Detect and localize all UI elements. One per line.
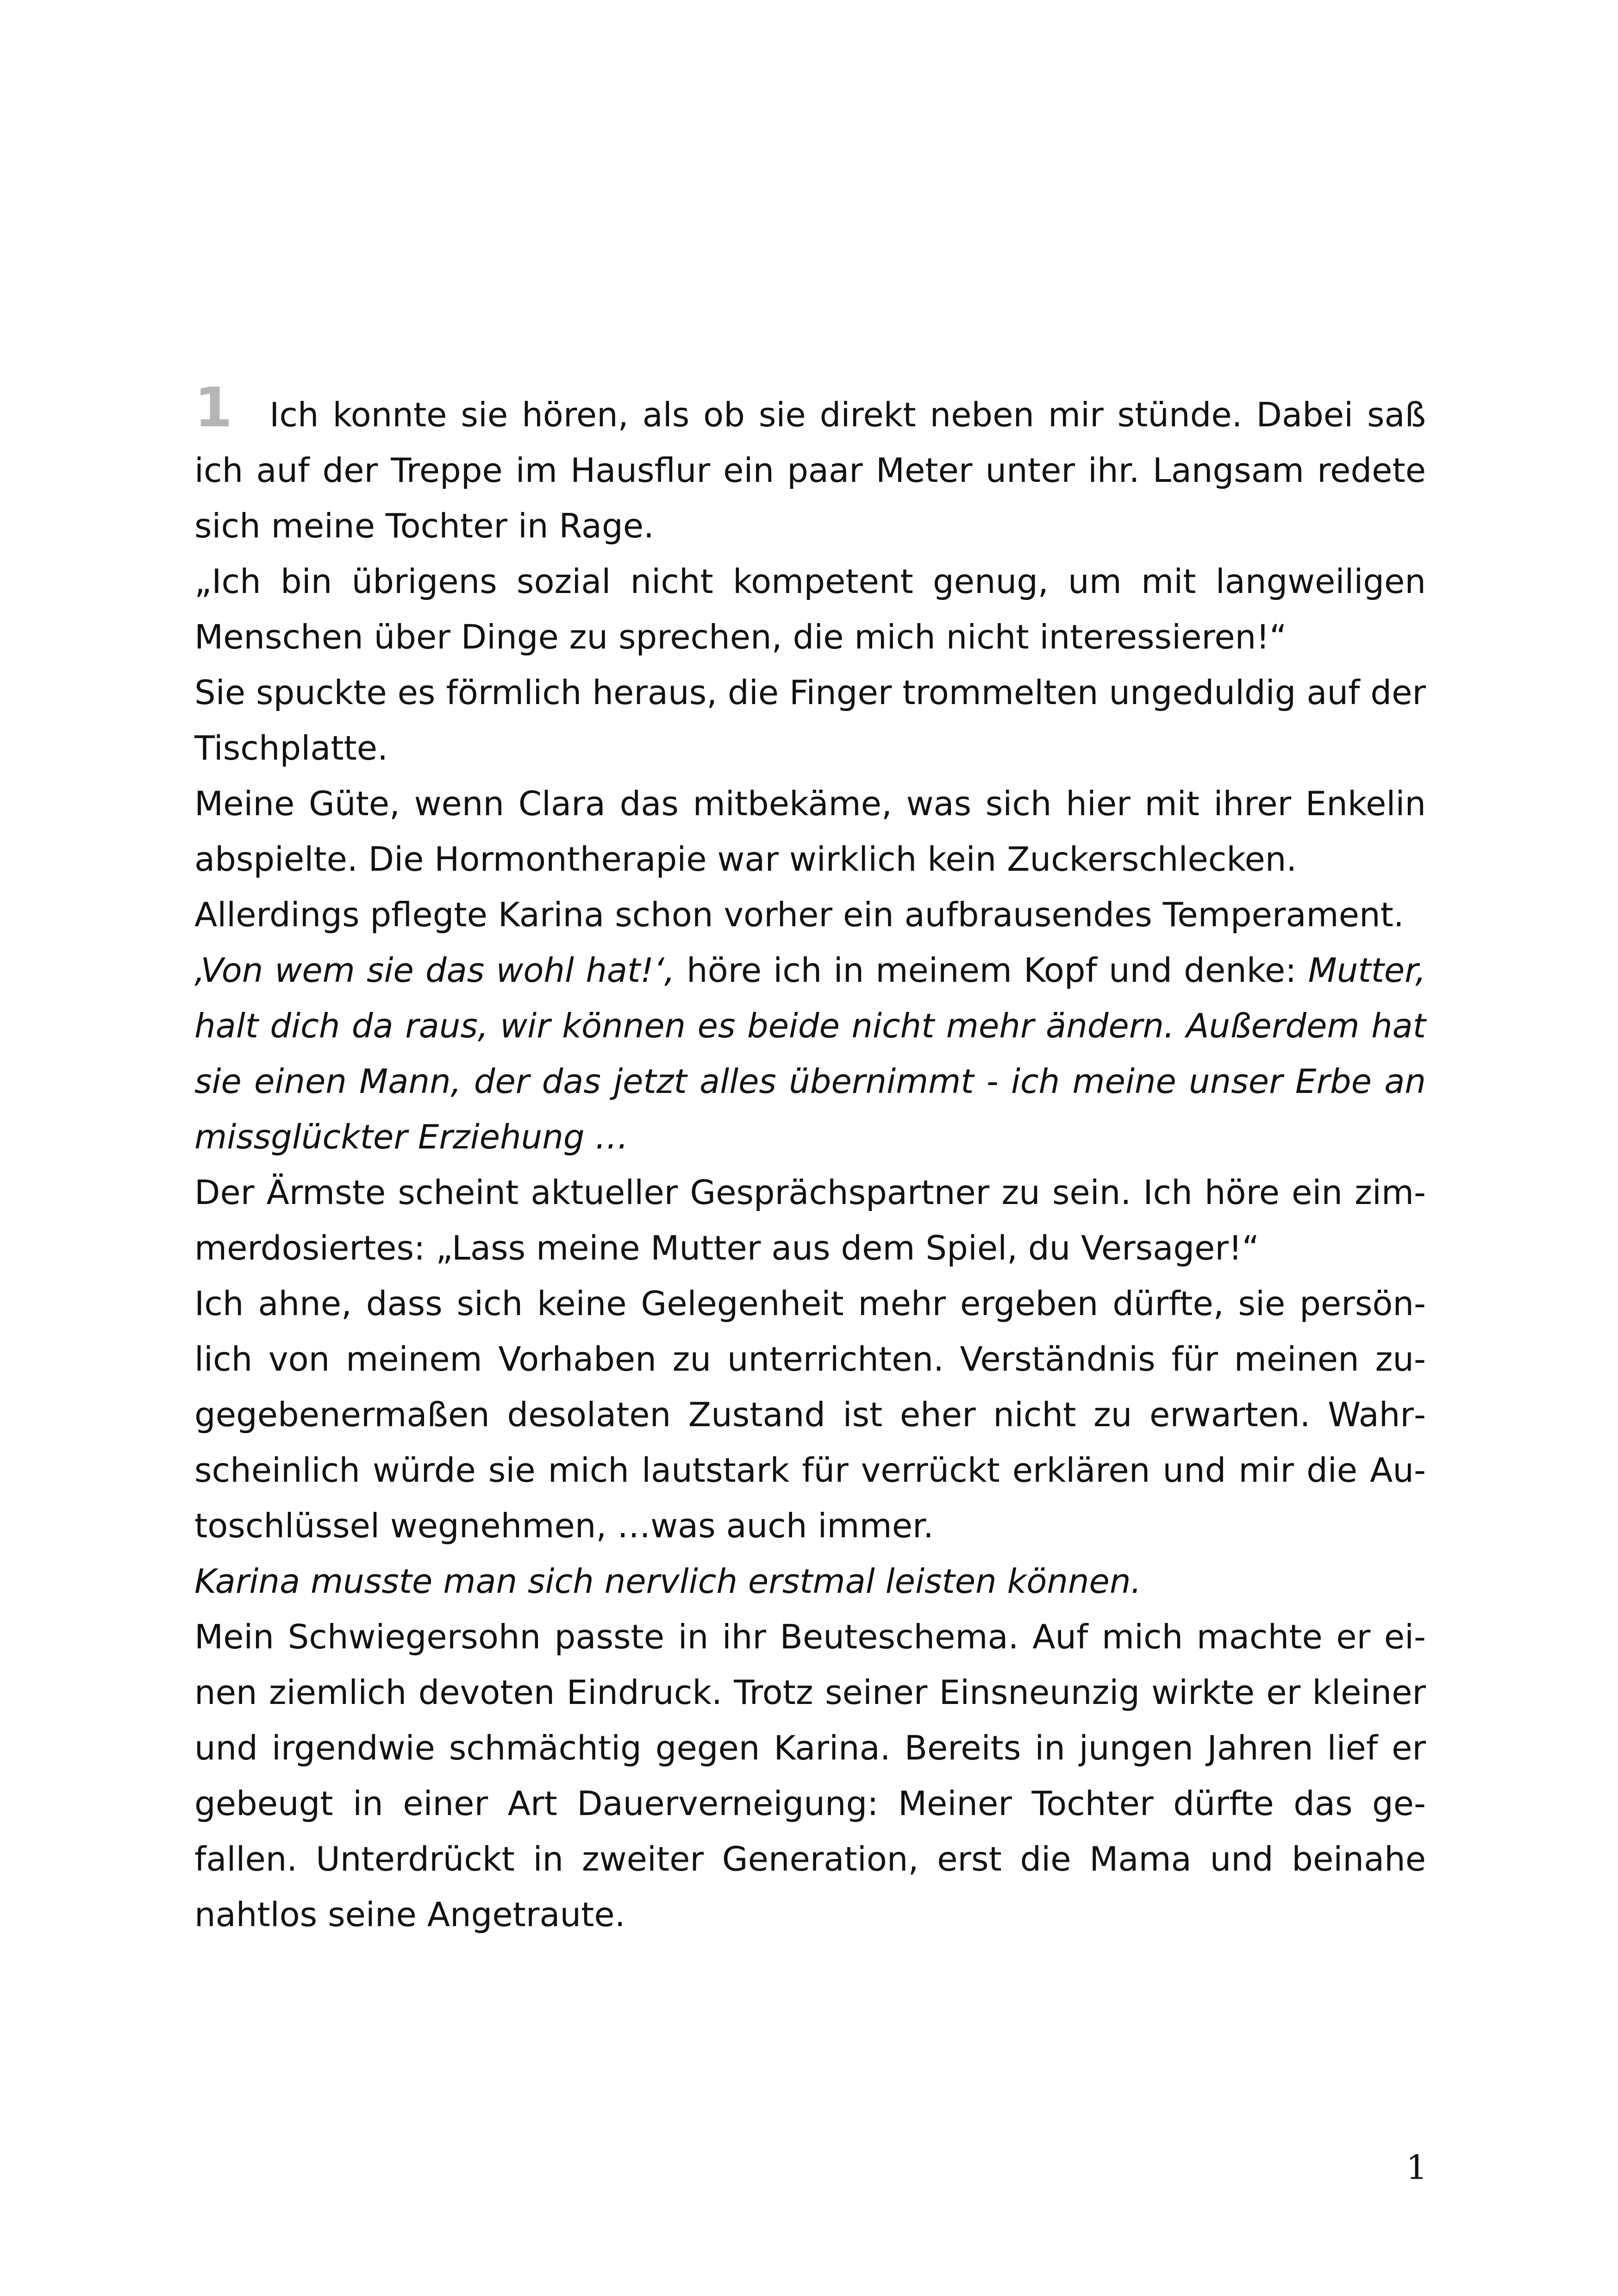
paragraph-1 xyxy=(194,375,1426,554)
paragraph-1-text: Ich konnte sie hören, als ob sie direkt neben mir stünde. Dabei saß ich auf der Treppe im Hausflur ein paar Meter unter ihr. Langsam redete sich meine Tochter in Rage. xyxy=(194,395,1426,545)
paragraph-8: Ich ahne, dass sich keine Gelegenheit mehr ergeben dürfte, sie persönlich von meinem Vorhaben zu unterrichten. Verständnis für meinen zugegebenermaßen desolaten Zustand ist eher nicht zu erwarten. Wahrscheinlich würde sie mich lautstark für verrückt erklären und mir die Autoschlüssel wegnehmen, …was auch immer. xyxy=(194,1284,1426,1545)
paragraph-6-italic-thought: Mutter, halt dich da raus, wir können es beide nicht mehr ändern. Außerdem hat sie einen Mann, der das jetzt alles übernimmt - ich meine unser Erbe an missglückter Erziehung … xyxy=(194,951,1426,1156)
chapter-number: 1 xyxy=(194,375,233,439)
paragraph-9: Karina musste man sich nervlich erstmal leisten können. xyxy=(194,1562,1142,1601)
paragraph-6-italic-quote: ‚Von wem sie das wohl hat!‘, xyxy=(194,951,675,990)
paragraph-2: „Ich bin übrigens sozial nicht kompetent genug, um mit langweiligen Menschen über Dinge zu sprechen, die mich nicht interessieren!“ xyxy=(194,562,1426,656)
paragraph-6-roman: höre ich in meinem Kopf und denke: xyxy=(675,951,1308,990)
paragraph-4: Meine Güte, wenn Clara das mitbekäme, was sich hier mit ihrer Enkelin abspielte. Die Hormontherapie war wirklich kein Zuckerschlecken. xyxy=(194,784,1426,879)
paragraph-3: Sie spuckte es förmlich heraus, die Finger trommelten ungeduldig auf der Tischplatte. xyxy=(194,673,1426,767)
paragraph-7: Der Ärmste scheint aktueller Gesprächspartner zu sein. Ich höre ein zimmerdosiertes: „Lass meine Mutter aus dem Spiel, du Versager!“ xyxy=(194,1173,1426,1267)
paragraph-6 xyxy=(194,942,1426,1165)
paragraph-10: Mein Schwiegersohn passte in ihr Beuteschema. Auf mich machte er einen ziemlich devoten Eindruck. Trotz seiner Einsneunzig wirkte er kleiner und irgendwie schmächtig gegen Karina. Bereits in jungen Jahren lief er gebeugt in einer Art Dauerverneigung: Meiner Tochter dürfte das gefallen. Unterdrückt in zweiter Generation, erst die Mama und beinahe nahtlos seine Angetraute. xyxy=(194,1617,1426,1934)
body-text xyxy=(194,375,1426,1942)
paragraph-5: Allerdings pflegte Karina schon vorher ein aufbrausendes Temperament. xyxy=(194,895,1404,934)
page-number: 1 xyxy=(1406,2148,1427,2187)
